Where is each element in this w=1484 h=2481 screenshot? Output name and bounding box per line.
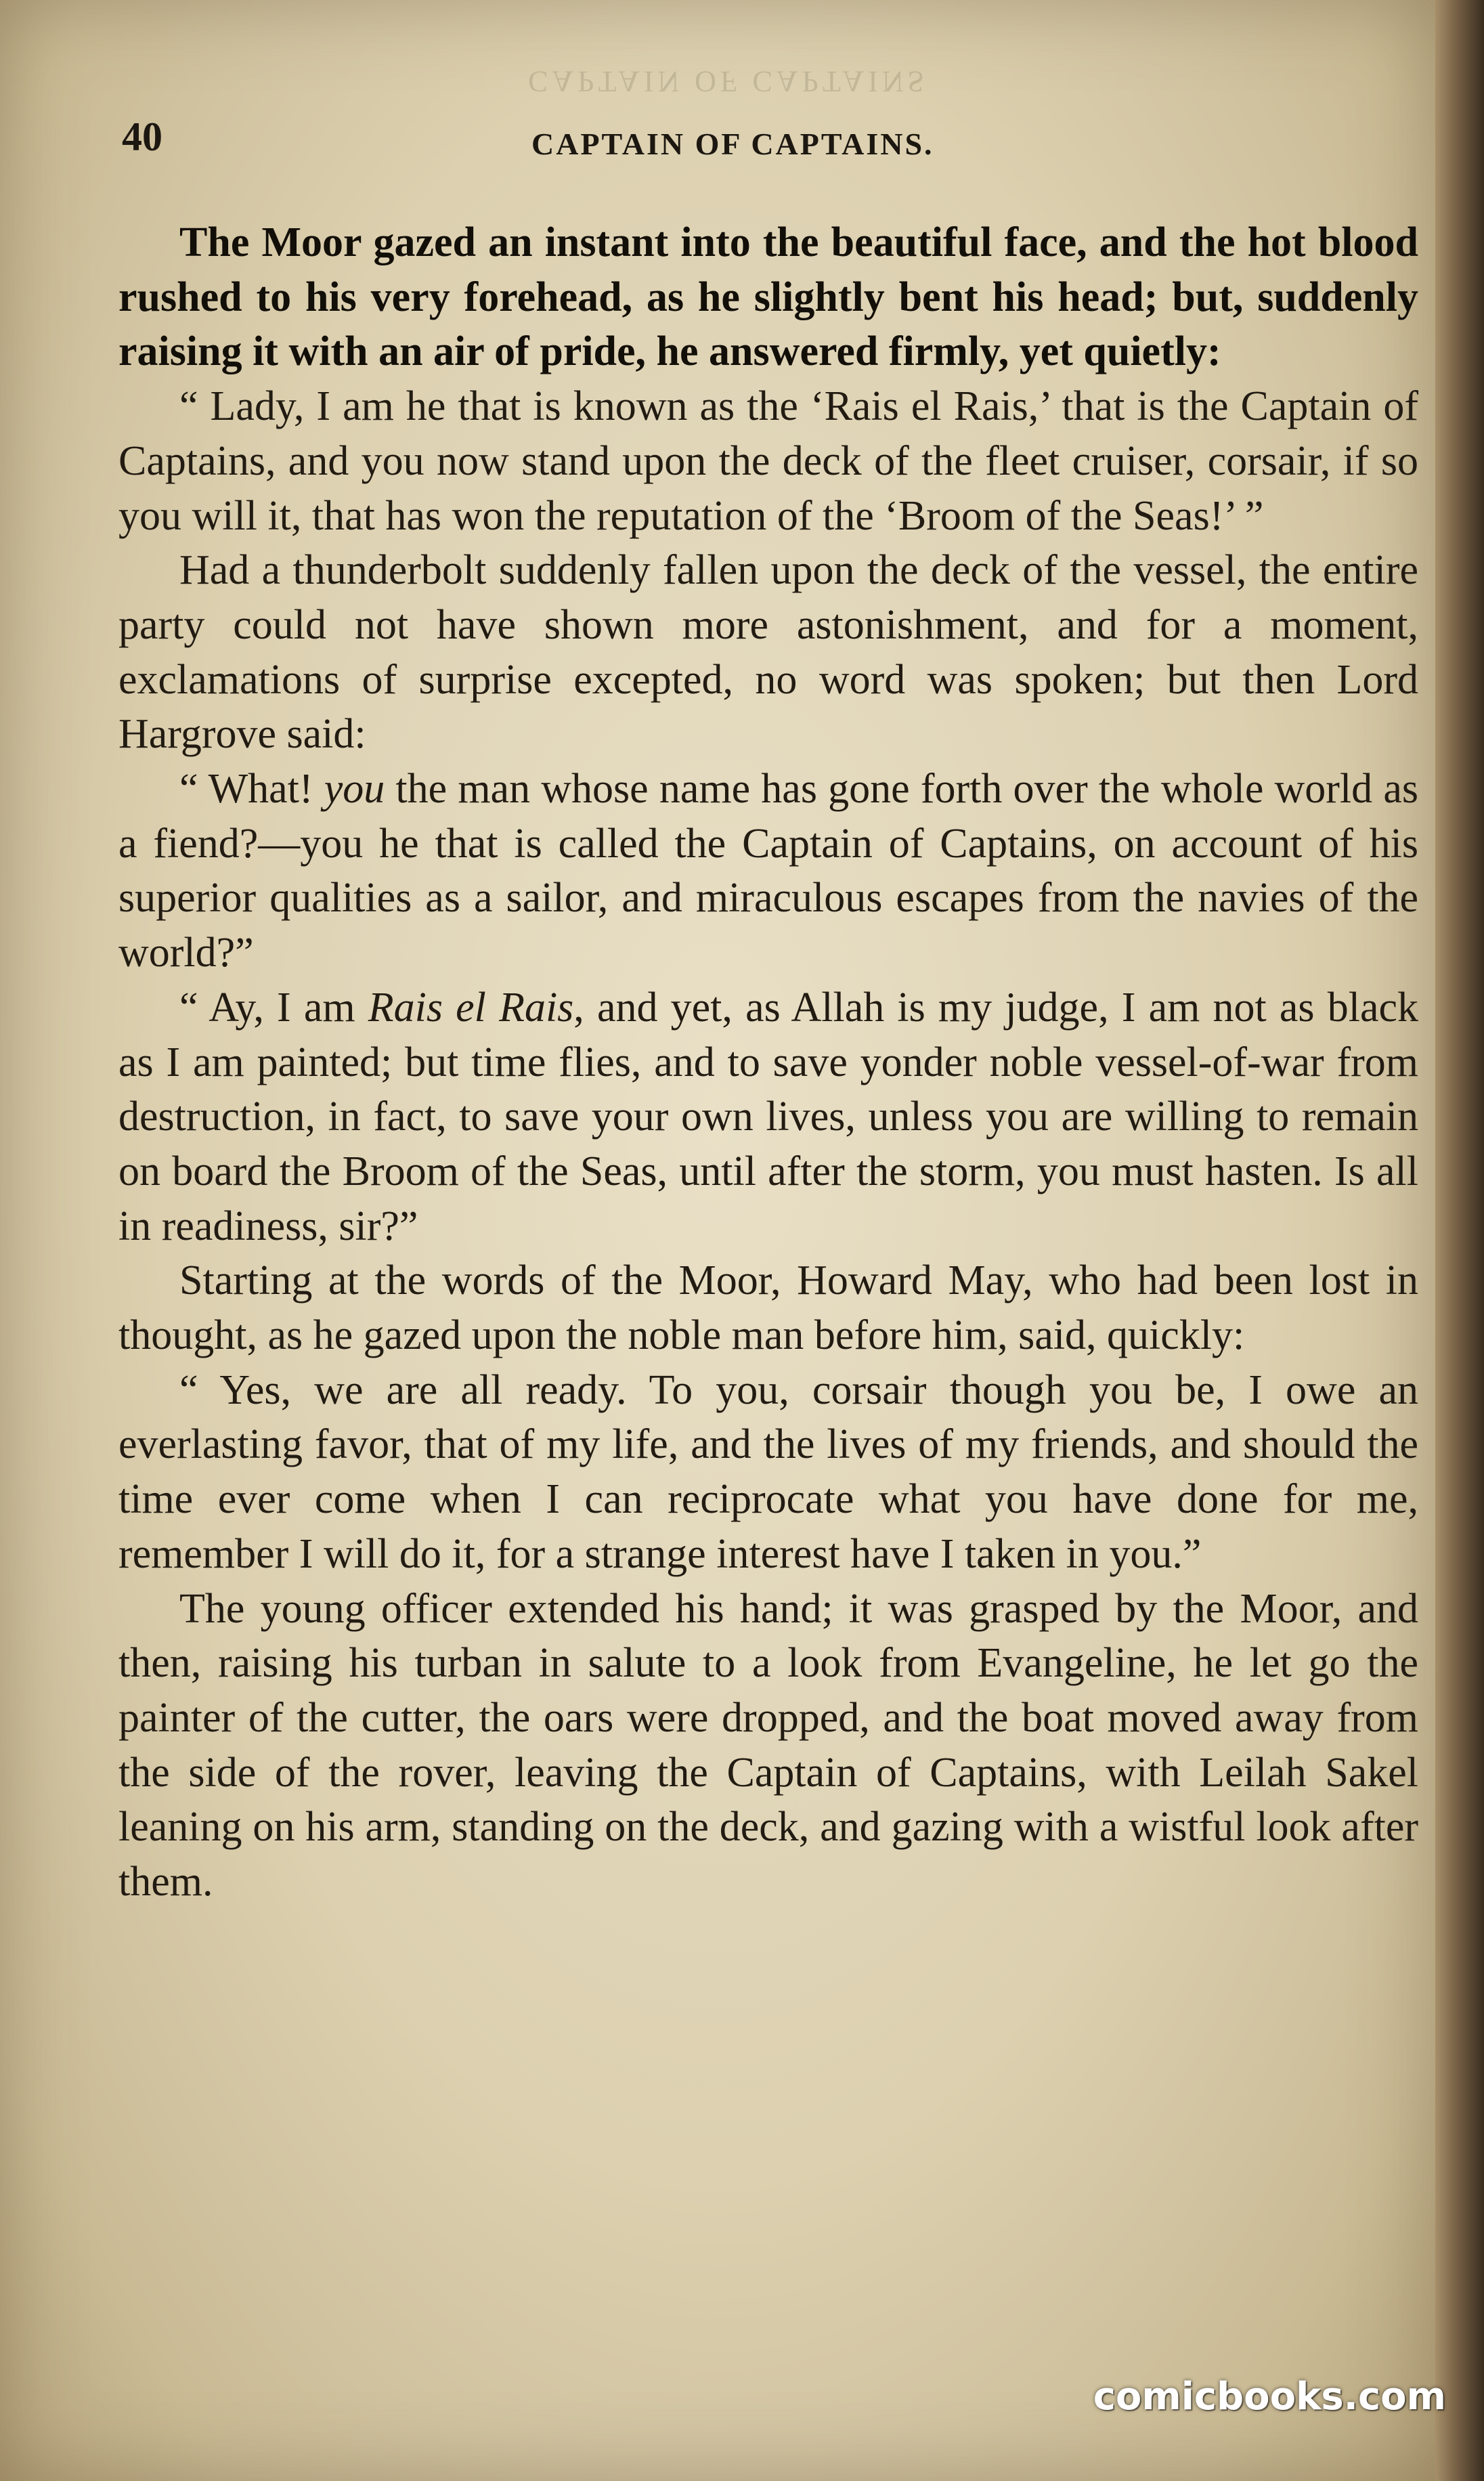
paragraph: “ Yes, we are all ready. To you, corsair though you be, I owe an everlasting favor, that of my life, and the lives of my friends, and should the time ever come when I can reciprocate what you have done for me, remember I will do it, for a strange interest have I taken in you.” [118,1366,1418,1577]
page-header [122,114,1408,168]
paragraph [118,762,1418,980]
paragraph: Starting at the words of the Moor, Howard May, who had been lost in thought, as he gazed upon the noble man before him, said, quickly: [118,1257,1418,1359]
running-title: CAPTAIN OF CAPTAINS. [531,127,934,161]
page-edge [1435,0,1484,2481]
paragraph: The young officer extended his hand; it was grasped by the Moor, and then, raising his turban in salute to a look from Evangeline, he let go the painter of the cutter, the oars were dropped, and the boat moved away from the side of the rover, leaving the Captain of Captains, with Leilah Sakel leaning on his arm, standing on the deck, and gazing with a wistful look after them. [118,1585,1418,1905]
paragraph: The Moor gazed an instant into the beautiful face, and the hot blood rushed to his very forehead, as he slightly bent his head; but, suddenly raising it with an air of pride, he answered firmly, yet quietly: [118,219,1418,375]
emphasis: Rais el Rais [368,984,574,1031]
watermark: comicbooks.com [1093,2375,1446,2419]
emphasis: you [324,766,385,813]
body-text [118,215,1418,1910]
quote-start: “ What! [179,766,324,813]
bleed-through-text: CAPTAIN OF CAPTAINS [528,65,929,98]
quote-rest: the man whose name has gone forth over the whole world as a fiend?—you he that is called the Captain of Captains, on account of his superior qualities as a sailor, and miraculous escapes from the navies of the world?” [118,766,1419,976]
quote-rest: , and yet, as Allah is my judge, I am not as black as I am painted; but time flies, and to save yonder noble vessel-of-war from destruction, in fact, to save your own lives, unless you are willing to remain on board the Broom of the Seas, until after the storm, you must hasten. Is all in readiness, sir?” [118,984,1418,1249]
paragraph: “ Lady, I am he that is known as the ‘Rais el Rais,’ that is the Captain of Captains, and you now stand upon the deck of the fleet cruiser, corsair, if so you will it, that has won the reputation of the ‘Broom of the Seas!’ ” [118,383,1418,539]
paragraph: Had a thunderbolt suddenly fallen upon the deck of the vessel, the entire party could not have shown more astonishment, and for a moment, exclamations of surprise excepted, no word was spoken; but then Lord Hargrove said: [118,547,1418,758]
quote-start: “ Ay, I am [179,984,368,1031]
page-number: 40 [122,114,162,159]
paragraph [118,980,1418,1254]
